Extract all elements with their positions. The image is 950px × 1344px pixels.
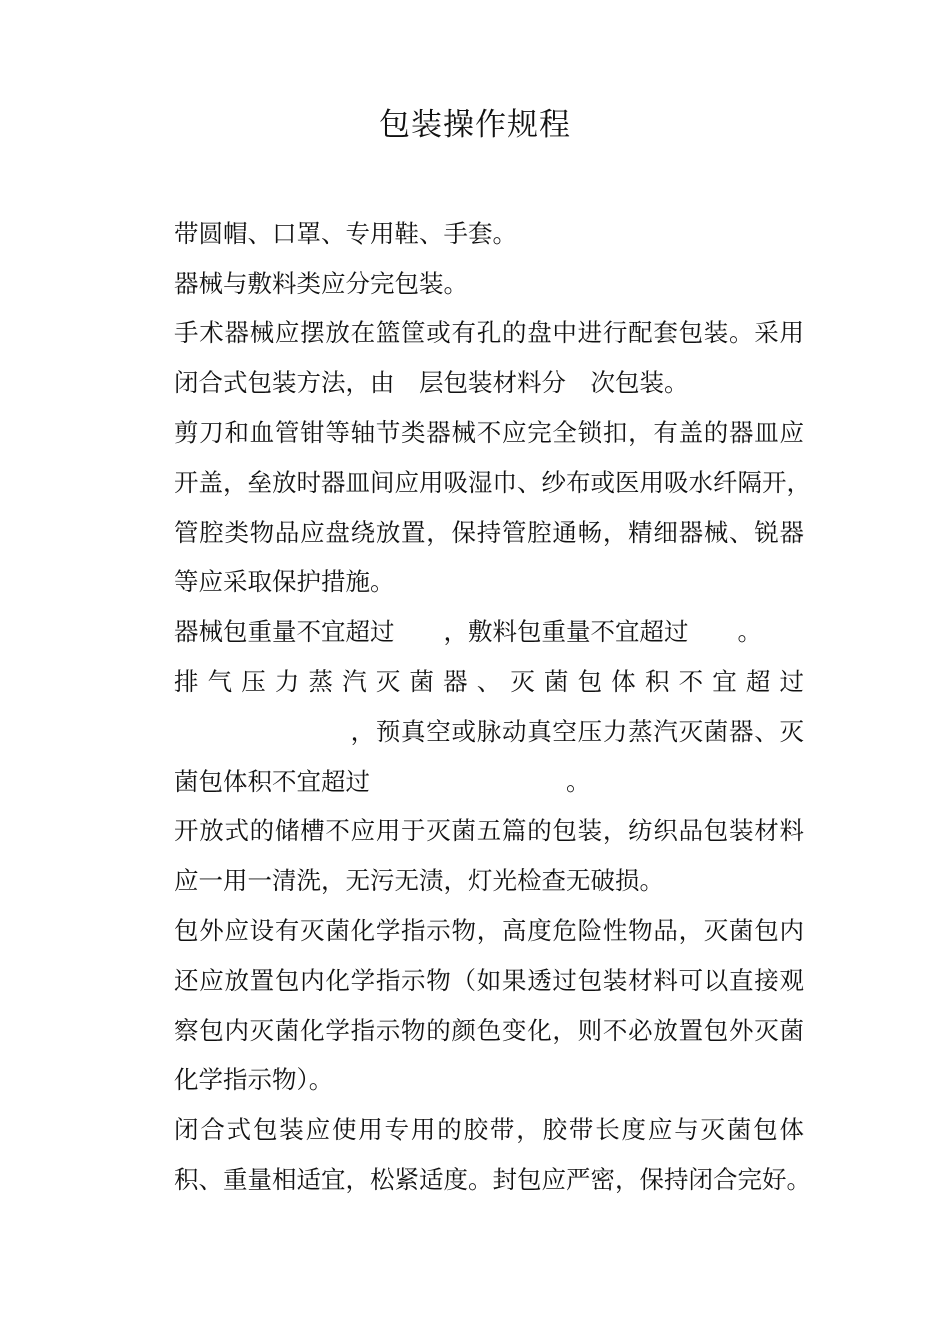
text-line-2: 器械与敷料类应分完包装。: [174, 269, 468, 298]
text-line-9: 器械包重量不宜超过 ，敷料包重量不宜超过 。: [174, 617, 762, 646]
text-line-16: 还应放置包内化学指示物（如果透过包装材料可以直接观: [174, 966, 804, 995]
text-line-20: 积、重量相适宜，松紧适度。封包应严密，保持闭合完好。: [174, 1165, 811, 1194]
text-line-4: 闭合式包装方法，由 层包装材料分 次包装。: [174, 368, 689, 397]
page-title: 包装操作规程: [379, 107, 571, 143]
text-line-14: 应一用一清洗，无污无渍，灯光检查无破损。: [174, 866, 664, 895]
text-line-3: 手术器械应摆放在篮筐或有孔的盘中进行配套包装。采用: [174, 318, 804, 347]
text-line-1: 带圆帽、口罩、专用鞋、手套。: [174, 219, 517, 248]
text-line-15: 包外应设有灭菌化学指示物，高度危险性物品，灭菌包内: [174, 916, 804, 945]
text-line-13: 开放式的储槽不应用于灭菌五篇的包装，纺织品包装材料: [174, 816, 804, 845]
text-line-5: 剪刀和血管钳等轴节类器械不应完全锁扣，有盖的器皿应: [174, 418, 804, 447]
text-line-18: 化学指示物）。: [174, 1065, 334, 1094]
text-line-10: 排 气 压 力 蒸 汽 灭 菌 器 、 灭 菌 包 体 积 不 宜 超 过: [174, 667, 804, 696]
text-line-19: 闭合式包装应使用专用的胶带，胶带长度应与灭菌包体: [174, 1115, 804, 1144]
text-line-6: 开盖，垒放时器皿间应用吸湿巾、纱布或医用吸水纤隔开，: [174, 468, 811, 497]
text-line-7: 管腔类物品应盘绕放置，保持管腔通畅，精细器械、锐器: [174, 518, 804, 547]
text-line-8: 等应采取保护措施。: [174, 567, 395, 596]
text-line-11: ，预真空或脉动真空压力蒸汽灭菌器、灭: [174, 717, 804, 746]
text-line-12: 菌包体积不宜超过 。: [174, 767, 591, 796]
text-line-17: 察包内灭菌化学指示物的颜色变化，则不必放置包外灭菌: [174, 1016, 804, 1045]
